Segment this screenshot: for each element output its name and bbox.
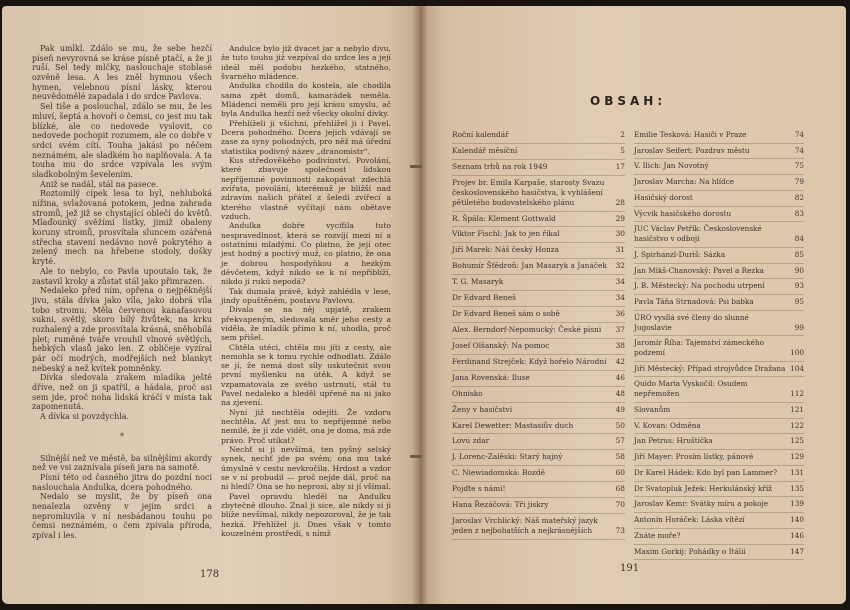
contents-entry <box>452 227 625 243</box>
contents-entry <box>452 371 625 387</box>
contents-entry-page: 84 <box>794 234 804 244</box>
contents-entry-title: Jiří Městecký: Případ strojvůdce Dražana <box>634 363 786 373</box>
contents-entry-title: Karel Dewetter: Mastasiův duch <box>452 420 574 430</box>
body-paragraph: Dívala se na něj upjatě, zrakem překvapeným, sledovala směr jeho cesty a viděla, že mladík přímo k ní, uhodla, proč sem přišel. <box>221 305 391 343</box>
body-paragraph: Ale to nebylo, co Pavla upoutalo tak, že zastavil kroky a zůstat stál jako přimrazen. <box>32 266 212 286</box>
contents-entry-page: 73 <box>615 525 625 535</box>
body-paragraph: Nedaleko před ním, opřena o nejpěknější jivu, stála dívka jako víla, jako dobrá víla tobo stromu. Měla červenou kanafasovou sukni, světlý, skoro bílý živůtek, na krku rozhalený a zde prosvítala krásná, sněhobílá plet; ruměné tváře vrouhil vlnové světlých, hebkých vlasů jako len. Z obličeje vyzíral pár očí modrých, modřejších než blankyt nebeský a než kvítek pomněnky. <box>32 286 212 373</box>
contents-entry <box>634 362 804 378</box>
contents-entry-title: Ohnisko <box>452 388 483 398</box>
contents-entry <box>634 403 804 419</box>
contents-entry-page: 135 <box>790 483 804 493</box>
contents-entry-title: Kalendář měsíční <box>452 145 518 155</box>
contents-entry-title: ÚRO vysílá své členy do slunné Jugoslavie <box>634 312 749 332</box>
contents-entry-title: Bohumír Šťědroň: Jan Masaryk a Janáček <box>452 261 607 271</box>
body-paragraph: Nechť si ji nevšímá, ten pyšný selský synek, nechť jde po svém; ona mu také úmyslně v cestu nevkročila. Hrdost a vzdor se v ní probudil — proč nejde dál, proč na ni hledí? Ona se ho neprosí, aby si jí všímal. <box>221 445 391 492</box>
contents-entry-page: 131 <box>790 467 804 477</box>
contents-entry-page: 90 <box>794 265 804 275</box>
contents-entry-page: 121 <box>790 404 804 414</box>
contents-entry-title: Jaroslav Kemr: Svátky míru a pokoje <box>634 499 769 509</box>
contents-entry-title: Slovanům <box>634 404 671 414</box>
contents-entry <box>452 307 625 323</box>
contents-entry <box>634 248 804 264</box>
contents-entry <box>634 336 804 361</box>
contents-entry-title: Jaromír Říha: Tajemství zámeckého podzemí <box>634 338 764 358</box>
contents-entry-page: 75 <box>794 161 804 171</box>
contents-entry-title: Alex. Berndorf-Nepomucký: České písni <box>452 324 602 334</box>
contents-entry-page: 32 <box>615 261 625 271</box>
contents-list-right <box>634 128 804 560</box>
contents-entry-title: Dr Svatopluk Ježek: Herkulánský kříž <box>634 483 772 493</box>
contents-entry-title: Roční kalendář <box>452 130 509 139</box>
contents-entry-title: V. Ilich: Jan Novotný <box>634 161 709 171</box>
contents-entry <box>634 497 804 513</box>
contents-entry-page: 104 <box>790 363 804 373</box>
contents-entry-title: Jan Petrus: Hruštička <box>634 436 713 446</box>
contents-entry-page: 125 <box>790 436 804 446</box>
page-number-right: 191 <box>620 563 640 574</box>
contents-entry <box>452 387 625 403</box>
contents-entry <box>634 175 804 191</box>
contents-entry-page: 49 <box>615 404 625 414</box>
contents-entry-title: R. Špála: Klement Gottwald <box>452 213 556 223</box>
body-paragraph: Písní této od časného jitra do pozdní noci naslouchala Andulka, dcera pohodného. <box>32 472 212 492</box>
contents-entry <box>452 514 625 540</box>
body-paragraph: Aniž se nadál, stál na pasece. <box>40 179 159 189</box>
contents-entry-page: 30 <box>615 229 625 239</box>
contents-entry <box>452 128 625 144</box>
contents-entry-title: Dr Edvard Beneš <box>452 293 516 303</box>
contents-entry <box>452 482 625 498</box>
contents-entry <box>452 323 625 339</box>
contents-entry-page: 36 <box>615 309 625 319</box>
contents-entry-page: 74 <box>794 145 804 155</box>
contents-entry-page: 83 <box>794 208 804 218</box>
contents-entry-page: 38 <box>615 340 625 350</box>
contents-entry-page: 17 <box>615 161 625 171</box>
text-column-left <box>32 44 212 541</box>
contents-entry-page: 93 <box>794 281 804 291</box>
contents-entry <box>634 128 804 144</box>
body-paragraph: Tak dumala právě, když zahlédla v lese, jindy opuštěném, postavu Pavlovu. <box>221 286 391 305</box>
left-page <box>2 6 420 604</box>
contents-entry <box>452 403 625 419</box>
contents-entry-page: 140 <box>790 515 804 525</box>
body-paragraph: Silnější než ve městě, ba silnějšími akordy než ve vsi zaznívala píseň jara na samotě. <box>32 453 212 473</box>
contents-entry-title: Josef Olšanský: Na pomoc <box>452 340 550 350</box>
contents-entry-page: 58 <box>615 452 625 462</box>
contents-entry-title: C. Niewiadomská: Bozdě <box>452 468 545 478</box>
contents-entry-page: 112 <box>790 389 804 399</box>
binding-staple <box>410 455 422 458</box>
contents-entry-page: 34 <box>615 277 625 287</box>
contents-entry <box>452 275 625 291</box>
binding-staple <box>410 165 422 168</box>
contents-entry <box>634 144 804 160</box>
body-paragraph: Dívka sledovala zrakem mladíka ještě dříve, než on ji spatřil, a hádala, proč asi sem jde, proč noha lidská kráčí v místa tak zapomenutá. <box>32 373 212 412</box>
contents-entry-title: Jan Mikš-Chanovský: Pavel a Rezka <box>634 265 764 275</box>
body-paragraph: Kus středověkého podivínství. Povolání, které zbavuje společnost lidskou nepříjemné povinnosti zakopávat zdechlá zvířata, povolání, kterémuž je bližší nad zdravím našich přátel z šeledi zvířecí a kterého vlastně vyčítají nám obětave vzduch. <box>221 155 391 221</box>
body-paragraph: Andulce bylo již dvacet jar a nebylo divu, že tuto touhu již vezpíval do srdce les a její ideál měl podobu hezkého, statného, švarného mládence. <box>221 44 391 81</box>
contents-entry <box>634 434 804 450</box>
contents-entry <box>452 466 625 482</box>
contents-entry-title: Seznam trhů na rok 1949 <box>452 161 548 171</box>
contents-entry-page: 48 <box>615 388 625 398</box>
contents-entry-page: 146 <box>790 530 804 540</box>
contents-entry-page: 74 <box>794 130 804 139</box>
contents-entry <box>634 311 804 336</box>
contents-entry <box>452 434 625 450</box>
contents-entry <box>634 191 804 207</box>
contents-entry-page: 57 <box>615 436 625 446</box>
contents-entry-title: Viktor Fischl: Jak to jen říkal <box>452 229 560 239</box>
text-column-right <box>221 44 391 538</box>
contents-entry-title: Dr Edvard Beneš sám o sobě <box>452 309 560 319</box>
contents-entry-page: 28 <box>615 197 625 207</box>
contents-entry-page: 139 <box>790 499 804 509</box>
contents-entry <box>452 160 625 176</box>
contents-entry-page: 50 <box>615 420 625 430</box>
contents-entry-page: 68 <box>615 484 625 494</box>
contents-entry <box>634 295 804 311</box>
contents-list-left <box>452 128 625 540</box>
contents-entry-title: Pavla Táňa Strnadová: Psi babka <box>634 297 754 307</box>
contents-entry-title: V. Kovan: Odměna <box>634 420 701 430</box>
contents-entry <box>452 291 625 307</box>
contents-entry <box>634 159 804 175</box>
contents-entry-title: Jiří Mayer: Prosím lístky, pánové <box>634 452 754 462</box>
body-paragraph: Sel tiše a poslouchal, zdálo se mu, že les mluví, šeptá a hovoří o čemsi, co jest mu tak blízké, ale co nedovede vyslovit, co nedovede pochopit rozumem, ale co dobře v srdci svém cítí. Touha jakási po něčem neznámém, ale sladkém ho naplňovala. A ta touha mu do srdce vzpívala les svým sladkobolným ševelením. <box>32 102 212 179</box>
contents-entry <box>634 264 804 280</box>
body-paragraph: Roztomilý cípek lesa to byl, nehluboká nížina, svlažovaná potokem, jedna zahrada stromů, jež již se chystající oblečí do květů. Mlaďounký svěžími lístky, jimiž obaleny koruny stromů, prosvítala sluncem ozářená střecha stavení nedávno nově pokrytého a zelený mech na hřebene stodoly, došky kryté. <box>32 189 212 267</box>
body-paragraph: Chtěla utéci, chtěla mu jíti z cesty, ale nemohla se k tomu rychle odhodlati. Zdálo se jí, že nemá dost síly uskutečnit svou první myšlenku na útěk. A když se vzpamatovala ze svého ustrnutí, stál tu Pavel nedaleko a hleděl upřeně na ni jako na zjevení. <box>221 342 391 408</box>
contents-entry-title: Emilie Tesková: Hasiči v Praze <box>634 130 747 139</box>
contents-entry-page: 129 <box>790 452 804 462</box>
contents-entry-title: Hasičský dorost <box>634 192 693 202</box>
contents-entry-page: 60 <box>615 468 625 478</box>
contents-entry <box>634 377 804 402</box>
contents-entry-page: 29 <box>615 213 625 223</box>
contents-entry <box>452 419 625 435</box>
contents-entry-page: 79 <box>794 177 804 187</box>
contents-entry <box>634 450 804 466</box>
contents-entry-page: 99 <box>794 322 804 332</box>
contents-entry-page: 46 <box>615 372 625 382</box>
book-gutter <box>412 6 428 604</box>
contents-entry-title: T. G. Masaryk <box>452 277 504 287</box>
contents-entry-page: 100 <box>790 348 804 358</box>
contents-entry-title: Maxim Gorkij: Pohádky o Itálii <box>634 546 746 556</box>
contents-entry <box>634 513 804 529</box>
contents-entry-title: Jaroslav Seifert: Pozdrav městu <box>634 145 750 155</box>
contents-entry <box>452 450 625 466</box>
contents-entry <box>452 498 625 514</box>
contents-entry-title: Pojďte s námi! <box>452 484 506 494</box>
contents-entry-title: Znáte moře? <box>634 530 681 540</box>
body-paragraph: Andulka chodila do kostela, ale chodila sama zpět domů, kamarádek neměla. Mládenci neměli pro její krásu smyslu, ač byla Andulka hezčí než všecky okolní dívky. <box>221 81 391 119</box>
contents-entry <box>452 176 625 212</box>
contents-entry <box>452 144 625 160</box>
body-paragraph: Nedalo se myslit, že by píseň ona nenalezla ozvěny v jejím srdci a nepromluvila v ní nesbádanou touhu po čemsi neznámém, o čem zpívala příroda, zpíval i les. <box>32 492 212 540</box>
contents-entry-page: 31 <box>615 245 625 255</box>
body-paragraph: Pavel opravdu hleděl na Andulku zbytečně dlouho. Znal ji sice, ale nikdy si ji blíže nevšímal, nikdy nepozoroval, že je tak hezká. Přehlížel ji. Dnes však v tomto kouzelném prostředí, s nímž <box>221 491 391 539</box>
contents-entry-title: Quido Maria Vyskočil: Osudem nepřemožen <box>634 379 748 399</box>
contents-entry-page: 37 <box>615 324 625 334</box>
contents-entry-page: 70 <box>615 500 625 510</box>
contents-entry-page: 82 <box>794 192 804 202</box>
contents-entry <box>634 545 804 561</box>
contents-entry <box>634 279 804 295</box>
contents-title: OBSAH: <box>590 94 667 108</box>
contents-entry-title: Lovu zdar <box>452 436 490 446</box>
contents-entry-title: JUC Václav Petřík: Československé hasičstvo v odboji <box>634 224 762 244</box>
contents-entry-page: 5 <box>620 145 625 155</box>
contents-entry-title: J. B. Městecký: Na pochodu utrpení <box>634 281 765 291</box>
contents-entry-title: Ferdinand Strejček: Když hořelo Národní <box>452 356 607 366</box>
contents-entry-page: 85 <box>794 249 804 259</box>
contents-entry-page: 122 <box>790 420 804 430</box>
contents-entry <box>452 212 625 228</box>
contents-entry <box>634 529 804 545</box>
body-paragraph: Nyní již nechtěla odejíti. Že vzdoru nechtěla. Ať jest mu to nepříjemné nebo nemilé, že jí zde vidět, ona je doma, má zde právo. Proč utíkat? <box>221 407 391 445</box>
contents-entry <box>634 482 804 498</box>
contents-entry-title: Projev br. Emila Karpaše, starosty Svazu československého hasičstva, k vyhlášení pětiletého budovatelského plánu <box>452 177 605 207</box>
contents-entry-title: J. Lorenc-Zalěski: Starý hajný <box>452 452 563 462</box>
contents-entry-title: Jiří Marek: Náš český Honza <box>452 245 560 255</box>
section-separator: * <box>120 431 124 441</box>
contents-entry-page: 2 <box>620 130 625 139</box>
page-number-left: 178 <box>200 569 220 580</box>
contents-entry-page: 34 <box>615 293 625 303</box>
contents-entry-title: Antonín Horáček: Láska vítězí <box>634 515 745 525</box>
contents-entry-title: Jaroslav Vrchlický: Náš mateřský jazyk jeden z nejbohatších a nejkrásnějších <box>452 516 598 535</box>
contents-entry-page: 95 <box>794 297 804 307</box>
contents-entry-title: Hana Řezáčová: Tři jiskry <box>452 500 549 510</box>
contents-entry-title: Dr Karel Hádek: Kdo byl pan Lammer? <box>634 467 777 477</box>
contents-entry <box>634 466 804 482</box>
contents-entry <box>452 243 625 259</box>
contents-entry-page: 147 <box>790 546 804 556</box>
right-page <box>420 6 846 604</box>
contents-entry <box>634 222 804 247</box>
contents-entry-title: Jana Rovenská: Iluse <box>452 372 530 382</box>
body-paragraph: Přehlíželi ji všichni, přehlížel ji i Pavel. Dcera pohodného. Dcera jejich vdávají se zase za syny pohodných, pro něž má úřední statistika podivný název „dranomistr“. <box>221 118 391 156</box>
contents-entry-page: 42 <box>615 356 625 366</box>
body-paragraph: Pak umlkl. Zdálo se mu, že sebe hezčí píseň nevyrovná se kráse písně ptačí, a že ji ruší. Sel tedy mlčky, naslouchaje stoblasé ozvěně lesa. A les zněl hymnou všech hymen, velebnou písní lásky, kterou neuvědomělé zapadala i do srdce Pavlova. <box>32 44 212 102</box>
body-paragraph: A dívka si povzdychla. <box>40 412 130 422</box>
contents-entry-title: Jaroslav Marcha: Na hlídce <box>634 177 735 187</box>
body-paragraph: Andulka dobře vyciťila tuto nespravedlnost, která se rozvíjí mezi ní a ostatními mladými. Co platno, že její otec jest hodný a poctivý muž, co platno, že ona je dobrou hospodyňkou a hezkým děvčetem, když nikdo se k ní nepřiblíží, nikdo ji rukú nepodá? <box>221 221 391 287</box>
contents-entry <box>452 259 625 275</box>
contents-entry <box>634 207 804 223</box>
contents-entry <box>452 339 625 355</box>
contents-entry-title: Ženy v hasičství <box>452 404 513 414</box>
contents-entry <box>452 355 625 371</box>
contents-entry <box>634 419 804 435</box>
contents-entry-title: Výcvik hasičského dorostu <box>634 208 732 218</box>
contents-entry-title: J. Spirhanzl-Duriš: Sázka <box>634 249 726 259</box>
